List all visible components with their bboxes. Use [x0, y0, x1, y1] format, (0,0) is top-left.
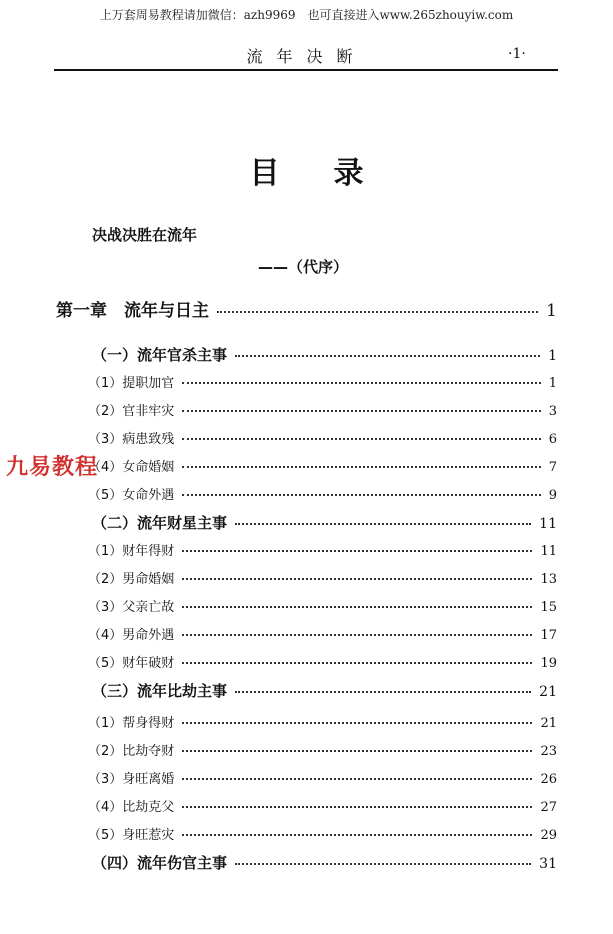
- item-label: （5）身旺惹灾: [88, 828, 175, 843]
- leader-dots: [182, 438, 540, 440]
- leader-dots: [182, 778, 532, 780]
- toc-item-entry[interactable]: [88, 740, 557, 759]
- toc-section-entry[interactable]: [92, 344, 557, 365]
- section-label: （一）流年官杀主事: [92, 346, 228, 364]
- section-label: （四）流年伤官主事: [92, 854, 228, 872]
- item-page: 27: [540, 800, 557, 815]
- item-label: （3）病患致残: [88, 432, 175, 447]
- toc-item-entry[interactable]: [88, 624, 557, 643]
- chapter-label: 第一章 流年与日主: [56, 301, 209, 321]
- item-page: 6: [548, 432, 557, 447]
- item-page: 9: [548, 488, 557, 503]
- item-label: （3）身旺离婚: [88, 772, 175, 787]
- item-page: 17: [540, 628, 557, 643]
- item-label: （1）财年得财: [88, 544, 175, 559]
- logo-jiuyi: 九易教程: [6, 455, 99, 480]
- item-page: 1: [548, 376, 557, 391]
- item-page: 29: [540, 828, 557, 843]
- toc-item-entry[interactable]: [88, 596, 557, 615]
- leader-dots: [182, 722, 532, 724]
- item-page: 19: [540, 656, 557, 671]
- leader-dots: [182, 834, 532, 836]
- toc-chapter-entry[interactable]: [56, 296, 557, 321]
- preface-subtitle: ——（代序）: [258, 258, 349, 276]
- toc-section-entry[interactable]: [92, 512, 557, 533]
- toc-item-entry[interactable]: [88, 428, 557, 447]
- item-page: 21: [540, 716, 557, 731]
- item-label: （2）官非牢灾: [88, 404, 175, 419]
- item-label: （1）提职加官: [88, 376, 175, 391]
- toc-item-entry[interactable]: [88, 652, 557, 671]
- leader-dots: [182, 750, 532, 752]
- toc-item-entry[interactable]: [88, 484, 557, 503]
- item-page: 13: [540, 572, 557, 587]
- item-label: （3）父亲亡故: [88, 600, 175, 615]
- item-label: （5）财年破财: [88, 656, 175, 671]
- leader-dots: [235, 523, 531, 525]
- toc-title: 目录: [249, 156, 418, 191]
- item-page: 26: [540, 772, 557, 787]
- leader-dots: [182, 606, 532, 608]
- running-header-title: 流年决断: [246, 47, 367, 66]
- header-rule: [54, 69, 558, 71]
- chapter-page: 1: [546, 301, 557, 321]
- toc-item-entry[interactable]: [88, 796, 557, 815]
- leader-dots: [217, 311, 538, 313]
- watermark-text: 上万套周易教程请加微信：azh9969 也可直接进入www.265zhouyiw.com: [99, 8, 514, 22]
- section-label: （二）流年财星主事: [92, 514, 228, 532]
- item-page: 15: [540, 600, 557, 615]
- section-page: 1: [548, 348, 557, 364]
- item-label: （2）比劫夺财: [88, 744, 175, 759]
- item-label: （4）女命婚姻: [88, 460, 175, 475]
- leader-dots: [182, 466, 540, 468]
- item-label: （4）男命外遇: [88, 628, 175, 643]
- leader-dots: [182, 410, 540, 412]
- item-page: 23: [540, 744, 557, 759]
- leader-dots: [182, 550, 532, 552]
- toc-item-entry[interactable]: [88, 540, 557, 559]
- leader-dots: [182, 662, 532, 664]
- preface-title: 决战决胜在流年: [92, 226, 198, 244]
- item-label: （5）女命外遇: [88, 488, 175, 503]
- toc-item-entry[interactable]: [88, 768, 557, 787]
- item-page: 11: [540, 544, 557, 559]
- leader-dots: [182, 634, 532, 636]
- item-page: 7: [548, 460, 557, 475]
- leader-dots: [235, 355, 540, 357]
- toc-item-entry[interactable]: [88, 824, 557, 843]
- leader-dots: [182, 806, 532, 808]
- section-page: 21: [539, 684, 557, 700]
- item-label: （4）比劫克父: [88, 800, 175, 815]
- toc-item-entry[interactable]: [88, 712, 557, 731]
- toc-section-entry[interactable]: [92, 852, 557, 873]
- toc-item-entry[interactable]: [88, 372, 557, 391]
- leader-dots: [235, 863, 531, 865]
- header-page-number: ·1·: [508, 46, 526, 62]
- toc-item-entry[interactable]: [88, 568, 557, 587]
- section-label: （三）流年比劫主事: [92, 682, 228, 700]
- toc-section-entry[interactable]: [92, 680, 557, 701]
- leader-dots: [182, 578, 532, 580]
- leader-dots: [235, 691, 531, 693]
- section-page: 31: [539, 856, 557, 872]
- leader-dots: [182, 494, 540, 496]
- item-page: 3: [548, 404, 557, 419]
- item-label: （2）男命婚姻: [88, 572, 175, 587]
- section-page: 11: [539, 516, 557, 532]
- leader-dots: [182, 382, 540, 384]
- item-label: （1）帮身得财: [88, 716, 175, 731]
- toc-item-entry[interactable]: [88, 400, 557, 419]
- toc-item-entry[interactable]: [88, 456, 557, 475]
